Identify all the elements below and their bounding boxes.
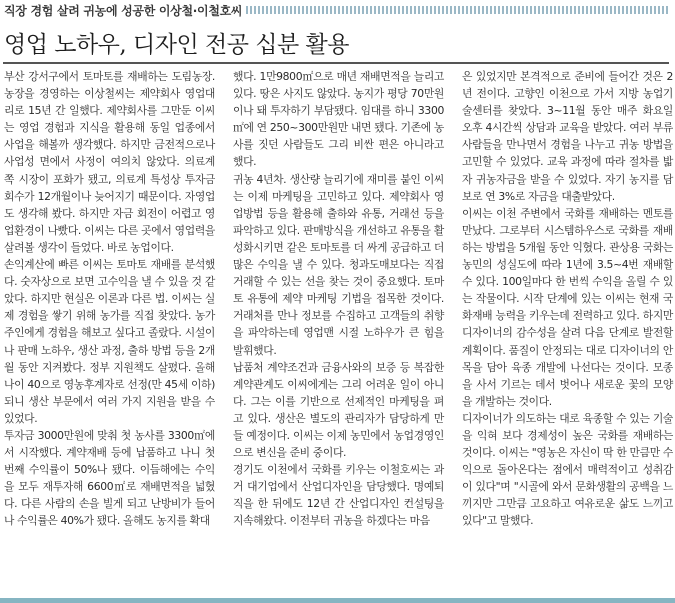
article-column-3	[462, 68, 673, 530]
bottom-rule	[0, 598, 675, 603]
paragraph: 했다. 1만9800㎡으로 매년 재배면적을 늘리고 있다. 땅은 사지도 않았다. 농지가 평당 70만원이나 돼 투자하기 부담됐다. 임대를 하니 3300㎡에 연 250~300만원만 내면 됐다. 기존에 농사를 짓던 사람들도 그리 비싼 편은 아니라고 했다.	[233, 70, 444, 169]
headline: 영업 노하우, 디자인 전공 십분 활용	[4, 32, 349, 58]
paragraph: 이씨는 이천 주변에서 국화를 재배하는 멘토를 만났다. 그로부터 시스템하우스로 국화를 재배하는 방법을 5개월 동안 익혔다. 관상용 국화는 농민의 성실도에 따라 1년에 3.5~4번 재배할 수 있다. 100일마다 한 번씩 수익을 올릴 수 있는 작물이다. 시작 단계에 있는 이씨는 현재 국화재배 능력을 키우는데 전력하고 있다. 하지만 디자이너의 감수성을 살려 다음 단계로 발전할 계획이다. 품질이 안정되는 대로 디자이너의 안목을 담아 육종 개발에 나선다는 것이다. 모종을 사서 기르는 데서 벗어나 새로운 꽃의 모양을 개발하는 것이다.	[462, 206, 673, 408]
article-column-1	[4, 68, 215, 530]
article-column-2	[233, 68, 444, 530]
kicker-dotted-rule	[246, 6, 669, 14]
paragraph: 디자이너가 의도하는 대로 육종할 수 있는 기술을 익혀 보다 경제성이 높은 국화를 재배하는 것이다. 이씨는 "영농은 자신이 딱 한 만큼만 수익으로 돌아온다는 점에서 매력적이고 성취감이 있다"며 "시골에 와서 문화생활의 공백을 느끼지만 그만큼 고요하고 여유로운 삶도 느끼고 있다"고 말했다.	[462, 411, 673, 528]
kicker-row	[4, 2, 669, 18]
paragraph: 귀농 4년차. 생산량 늘리기에 재미를 붙인 이씨는 이제 마케팅을 고민하고 있다. 제약회사 영업방법 등을 활용해 출하와 유통, 거래선 등을 파악하고 있다. 판매방식을 개선하고 유통을 활성화시키면 같은 토마토를 더 싸게 공급하고 더 많은 수익을 낼 수 있다. 청과도매보다는 직접 거래할 수 있는 선을 찾는 것이 중요했다. 토마토 유통에 제약 마케팅 기법을 접목한 것이다. 거래처를 만나 정보를 수집하고 고객들의 취향을 파악하는데 영업맨 시절 노하우가 큰 힘을 발휘했다.	[233, 172, 444, 357]
paragraph: 투자금 3000만원에 맞춰 첫 농사를 3300㎡에서 시작했다. 계약재배 등에 납품하고 나니 첫 번째 수익률이 50%나 됐다. 이듬해에는 수익을 모두 재투자해 6600㎡로 재배면적을 넓혔다. 다른 사람의 손을 빌게 되고 난방비가 들어 나 수익률은 40%가 됐다. 올해도 농지를 확대	[4, 428, 215, 528]
kicker: 직장 경험 살려 귀농에 성공한 이상철·이철호씨	[4, 3, 243, 18]
paragraph: 납품처 계약조건과 금융사와의 보증 등 복잡한 계약관계도 이씨에게는 그리 어려운 일이 아니다. 그는 이를 기반으로 선제적인 마케팅을 펴고 있다. 생산은 별도의 관리자가 담당하게 만들 예정이다. 이씨는 이제 농민에서 농업경영인으로 변신을 준비 중이다.	[233, 360, 444, 460]
headline-rule	[3, 62, 669, 64]
paragraph: 은 있었지만 본격적으로 준비에 들어간 것은 2년 전이다. 고향인 이천으로 가서 지방 농업기술센터를 찾았다. 3~11월 동안 매주 화요일 오후 4시간씩 상담과 교육을 받았다. 여러 부류 사람들을 만나면서 경험을 나누고 귀농 방법을 고민할 수 있었다. 교육 과정에 따라 절차를 밟자 귀농자금을 받을 수 있었다. 자기 농지를 담보로 연 3%로 자금을 대출받았다.	[462, 70, 673, 203]
paragraph: 경기도 이천에서 국화를 키우는 이철호씨는 과거 대기업에서 산업디자인을 담당했다. 명예퇴직을 한 뒤에도 12년 간 산업디자인 컨설팅을 지속해왔다. 이전부터 귀농을 하겠다는 마음	[233, 463, 444, 528]
paragraph: 부산 강서구에서 토마토를 재배하는 도림농장. 농장을 경영하는 이상철씨는 제약회사 영업대리로 15년 간 일했다. 제약회사를 그만둔 이씨는 영업 경험과 지식을 활용해 동일 업종에서 사업을 해볼까 생각했다. 하지만 금전적으로나 사업성 면에서 사정이 여의치 않았다. 의료계 쪽 시장이 포화가 됐고, 의료계 특성상 투자금 회수가 12개월이나 늦어지기 때문이다. 자영업도 생각해 봤다. 하지만 자금 회전이 어렵고 영업환경이 나빴다. 이씨는 다른 곳에서 영업력을 살려볼 생각이 들었다. 바로 농업이다.	[4, 70, 215, 254]
paragraph: 손익계산에 빠른 이씨는 토마토 재배를 분석했다. 숫자상으로 보면 고수익을 낼 수 있을 것 같았다. 하지만 현실은 이론과 다른 법. 이씨는 실제 경험을 쌓기 위해 농가를 직접 찾았다. 농가 주인에게 경험을 해보고 싶다고 졸랐다. 시설이나 판매 노하우, 생산 과정, 출하 방법 등을 2개월 동안 지켜봤다. 정부 지원책도 살폈다. 올해 나이 40으로 영농후계자로 선정(만 45세 이하)되니 생산 부문에서 여러 가지 지원을 받을 수 있었다.	[4, 258, 215, 425]
